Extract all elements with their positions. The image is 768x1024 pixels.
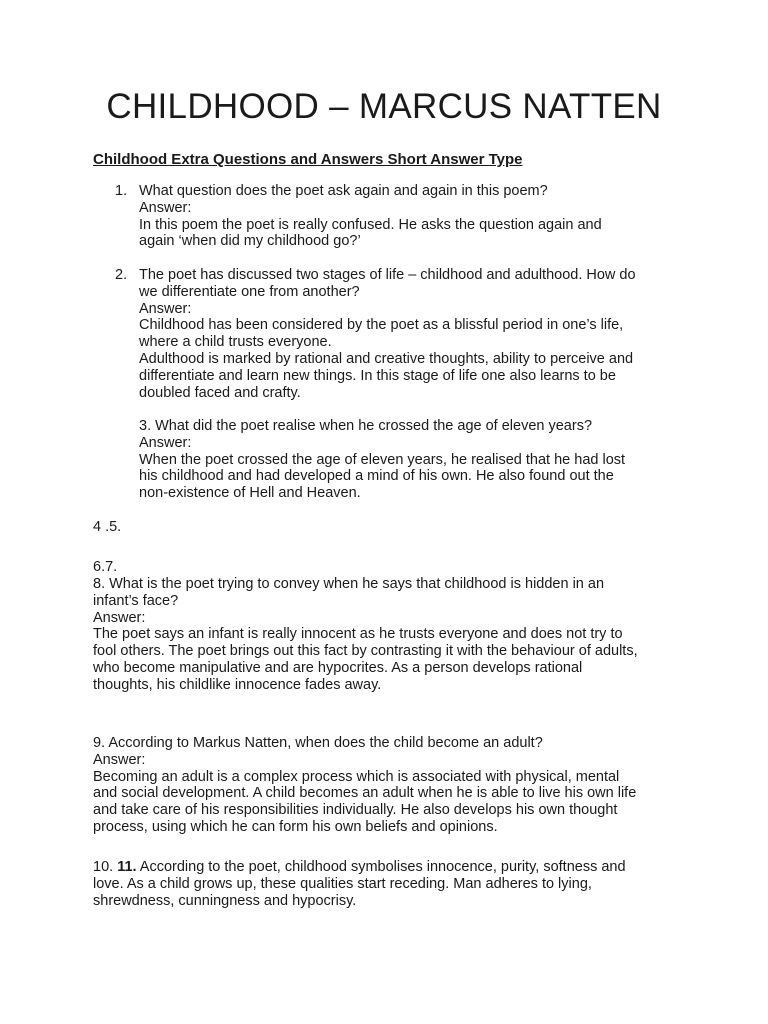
answer-text: fool others. The poet brings out this fact by contrasting it with the behaviour of adults, — [93, 643, 638, 660]
question-text: we differentiate one from another? — [139, 283, 360, 300]
question-10-11 — [93, 859, 693, 909]
answer-text: where a child trusts everyone. — [139, 334, 332, 351]
question-3 — [139, 418, 679, 502]
question-prefix: 10. — [93, 859, 118, 875]
question-text: infant’s face? — [93, 592, 179, 609]
answer-text: his childhood and had developed a mind of his own. He also found out the — [139, 468, 614, 485]
answer-text: In this poem the poet is really confused. He asks the question again and — [139, 216, 602, 233]
question-number: 2. — [115, 267, 128, 283]
answer-text: and social development. A child becomes an adult when he is able to live his own life — [93, 785, 637, 802]
question-text: 9. According to Markus Natten, when does the child become an adult? — [93, 735, 543, 751]
page-title: CHILDHOOD – MARCUS NATTEN — [106, 87, 662, 126]
answer-text: and take care of his responsibilities individually. He also develops his own thought — [93, 802, 618, 819]
answer-label: Answer: — [93, 751, 146, 768]
answer-text: love. As a child grows up, these qualities start receding. Man adheres to lying, — [93, 875, 592, 892]
question-text: What question does the poet ask again and again in this poem? — [139, 183, 548, 199]
question-text: 8. What is the poet trying to convey when he says that childhood is hidden in an — [93, 576, 605, 592]
answer-text: doubled faced and crafty. — [139, 384, 301, 401]
answer-label: Answer: — [139, 434, 192, 451]
section-subtitle: Childhood Extra Questions and Answers Short Answer Type — [93, 151, 523, 168]
answer-label: Answer: — [93, 609, 146, 626]
question-6-7 — [93, 559, 693, 576]
answer-text: process, using which he can form his own beliefs and opinions. — [93, 818, 498, 835]
question-4-5 — [93, 519, 693, 536]
answer-text: Becoming an adult is a complex process which is associated with physical, mental — [93, 768, 620, 785]
question-number: 1. — [115, 183, 128, 199]
question-text: 3. What did the poet realise when he crossed the age of eleven years? — [139, 418, 593, 434]
answer-text: When the poet crossed the age of eleven years, he realised that he had lost — [139, 451, 626, 468]
answer-text — [93, 859, 693, 876]
answer-text: Childhood has been considered by the poet as a blissful period in one’s life, — [139, 317, 624, 334]
answer-text: The poet says an infant is really innocent as he trusts everyone and does not try to — [93, 626, 623, 643]
answer-text: differentiate and learn new things. In this stage of life one also learns to be — [139, 367, 616, 384]
answer-text: shrewdness, cunningness and hypocrisy. — [93, 892, 357, 909]
answer-text: thoughts, his childlike innocence fades away. — [93, 676, 382, 693]
answer-text: Adulthood is marked by rational and creative thoughts, ability to perceive and — [139, 350, 634, 367]
question-numbers: 4 .5. — [93, 519, 122, 535]
answer-text: non-existence of Hell and Heaven. — [139, 485, 361, 502]
question-8 — [93, 576, 693, 694]
answer-label: Answer: — [139, 300, 192, 317]
question-text: The poet has discussed two stages of life – childhood and adulthood. How do — [139, 267, 636, 283]
question-1 — [115, 183, 679, 250]
question-2 — [115, 267, 679, 401]
question-numbers: 6.7. — [93, 559, 118, 575]
answer-text: again ‘when did my childhood go?’ — [139, 233, 361, 250]
answer-label: Answer: — [139, 199, 192, 216]
question-9 — [93, 735, 693, 836]
answer-text-fragment: According to the poet, childhood symbolises innocence, purity, softness and — [136, 859, 626, 875]
bold-question-number: 11. — [117, 859, 137, 875]
answer-text: who become manipulative and are hypocrites. As a person develops rational — [93, 659, 583, 676]
